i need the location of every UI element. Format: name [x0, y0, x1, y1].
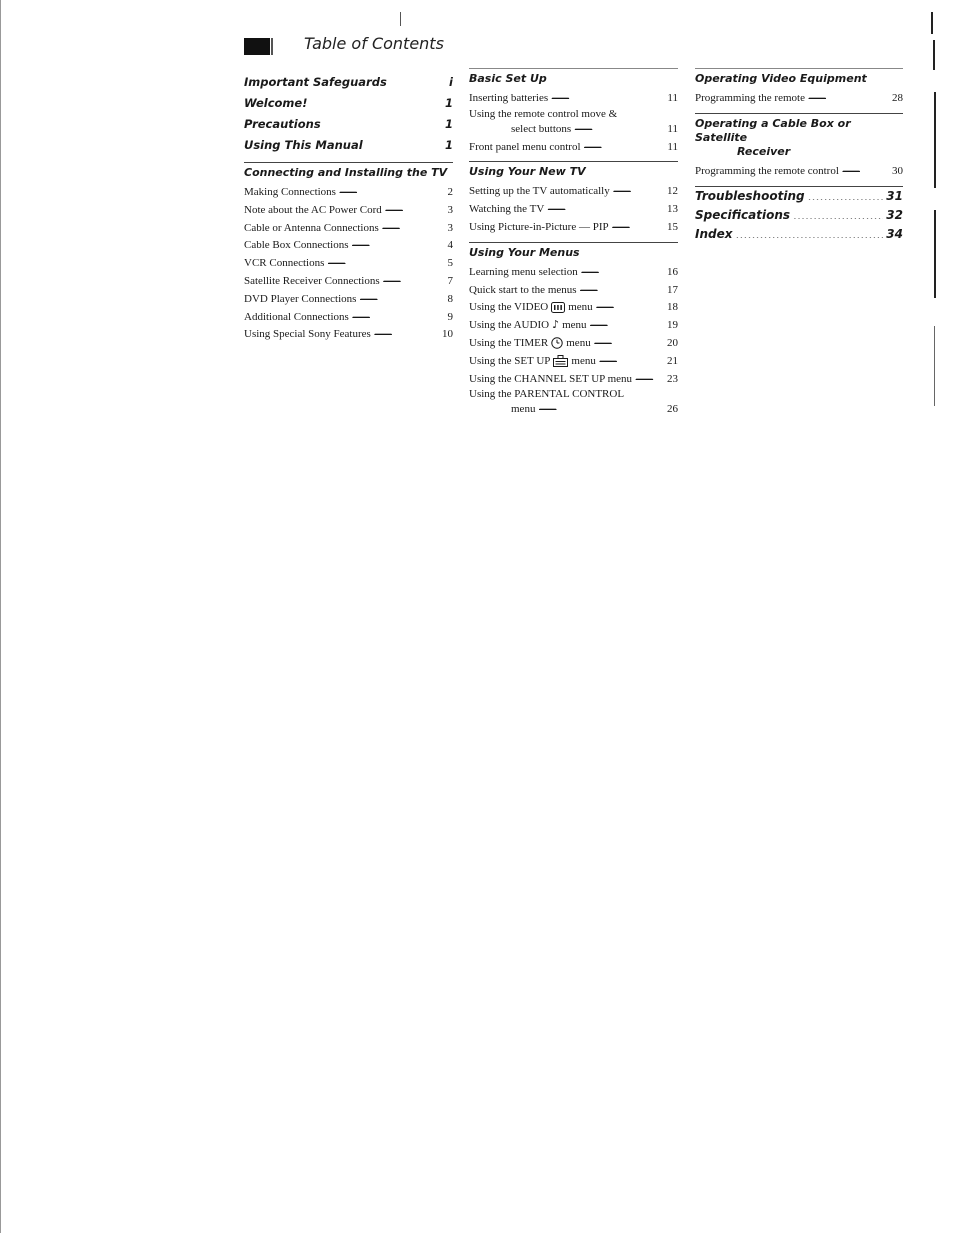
entry-page: 34 [886, 226, 903, 241]
toc-column-1 [244, 72, 453, 343]
entry-line-1 [469, 387, 678, 400]
dot-leader [808, 188, 884, 200]
entry-label: DVD Player Connections [244, 292, 357, 305]
entry-page: 1 [444, 138, 453, 152]
scan-tick-mark [400, 12, 401, 26]
dot-leader [842, 162, 889, 174]
entry-label: Programming the remote control [695, 164, 839, 177]
scan-edge-mark [934, 92, 936, 188]
dot-leader [390, 74, 446, 86]
section-heading-cable-box [695, 117, 903, 159]
entry-page: 19 [667, 319, 678, 332]
section-heading-using-new-tv: Using Your New TV [469, 165, 586, 179]
toc-entry[interactable] [244, 201, 453, 219]
dot-leader [538, 400, 664, 412]
entry-page: 30 [892, 164, 903, 177]
dot-leader [352, 308, 445, 320]
entry-label: Using the VIDEO [469, 301, 549, 314]
dot-leader [580, 281, 664, 293]
entry-label-continued: select buttons [511, 122, 572, 135]
entry-suffix: menu [562, 319, 587, 332]
dot-leader [590, 316, 664, 328]
section-divider [244, 162, 453, 163]
entry-label: Programming the remote [695, 92, 805, 104]
entry-label: Welcome! [244, 96, 308, 110]
entry-page: 13 [667, 203, 678, 216]
toc-entry[interactable] [469, 182, 678, 200]
entry-label: Using Special Sony Features [244, 328, 371, 341]
toc-entry[interactable] [469, 138, 678, 156]
scan-edge-mark [934, 210, 936, 298]
marker-tick-icon [271, 38, 273, 55]
dot-leader [594, 334, 664, 346]
section-heading-video-equipment: Operating Video Equipment [695, 72, 867, 85]
entry-page: 5 [447, 257, 453, 270]
dot-leader [596, 298, 664, 310]
entry-label: Using the remote control move & [469, 107, 618, 120]
entry-page: 16 [667, 265, 678, 278]
toc-entry-important-safeguards[interactable] [244, 72, 453, 93]
entry-label: Using This Manual [244, 138, 363, 152]
scan-edge-mark [0, 0, 1, 1233]
toc-entry-two-line[interactable] [469, 387, 678, 418]
entry-page: 26 [667, 403, 678, 416]
entry-label: Using the PARENTAL CONTROL [469, 388, 625, 401]
dot-leader [324, 116, 442, 128]
toc-entry[interactable] [244, 290, 453, 308]
dot-leader [581, 263, 664, 275]
section-divider [469, 161, 678, 162]
dot-leader [547, 200, 664, 212]
entry-page: 9 [447, 310, 453, 323]
entry-label: Specifications [695, 207, 791, 222]
toc-entry[interactable] [244, 325, 453, 343]
video-menu-icon [551, 302, 565, 313]
toc-entry-setup-menu[interactable] [469, 352, 678, 370]
entry-label: Watching the TV [469, 203, 545, 216]
dot-leader [366, 137, 442, 149]
toc-column-3 [695, 68, 903, 244]
toc-entry[interactable] [469, 200, 678, 218]
entry-page: 2 [447, 186, 453, 198]
dot-leader [808, 89, 889, 101]
entry-label: Inserting batteries [469, 92, 549, 104]
entry-page: 20 [667, 336, 678, 349]
entry-label: Using Picture-in-Picture — PIP [469, 220, 609, 233]
dot-leader [551, 89, 664, 101]
section-divider [695, 113, 903, 114]
entry-page: 15 [667, 220, 678, 233]
entry-page: 4 [447, 239, 453, 252]
entry-label-continued: menu [511, 403, 536, 416]
toc-column-2 [469, 68, 678, 418]
section-divider [469, 68, 678, 69]
toc-entry[interactable] [469, 263, 678, 281]
dot-leader [359, 290, 444, 302]
toc-entry[interactable] [244, 236, 453, 254]
entry-label: Using the AUDIO [469, 319, 550, 332]
toc-entry-index[interactable] [695, 225, 903, 244]
timer-clock-icon [551, 337, 563, 349]
section-divider [469, 242, 678, 243]
heading-line-1: Operating a Cable Box or Satellite [695, 116, 851, 144]
toc-entry-two-line[interactable] [469, 107, 678, 138]
toc-entry[interactable] [244, 308, 453, 326]
entry-label: Note about the AC Power Cord [244, 203, 382, 216]
entry-page: 32 [886, 207, 903, 222]
entry-label: Index [695, 226, 733, 241]
toc-entry-troubleshooting[interactable] [695, 187, 903, 206]
entry-page: 23 [667, 372, 678, 385]
entry-label: Quick start to the menus [469, 283, 577, 296]
entry-label: Using the CHANNEL SET UP menu [469, 372, 633, 385]
dot-leader [793, 207, 883, 219]
toc-entry-welcome[interactable] [244, 93, 453, 114]
entry-page: 1 [444, 96, 453, 110]
toc-entry[interactable] [244, 183, 453, 201]
scan-edge-mark [931, 12, 933, 34]
setup-menu-icon [553, 355, 568, 367]
entry-label: Making Connections [244, 186, 336, 198]
page-title: Table of Contents [304, 34, 444, 53]
entry-label: Cable Box Connections [244, 239, 349, 252]
scan-edge-mark [933, 40, 935, 70]
entry-page: 3 [447, 203, 453, 216]
toc-entry[interactable] [695, 89, 903, 107]
heading-line-2: Receiver [737, 144, 791, 158]
dot-leader [310, 95, 442, 107]
entry-suffix: menu [568, 301, 593, 314]
entry-page: 1 [444, 117, 453, 131]
dot-leader [584, 138, 665, 150]
toc-entry[interactable] [695, 162, 903, 180]
entry-page: 8 [447, 292, 453, 305]
entry-label: Setting up the TV automatically [469, 185, 610, 198]
toc-entry[interactable] [469, 89, 678, 107]
entry-page: i [449, 75, 453, 89]
entry-page: 18 [667, 301, 678, 314]
entry-page: 10 [442, 328, 453, 341]
entry-label: Satellite Receiver Connections [244, 274, 380, 287]
entry-page: 11 [667, 92, 678, 104]
dot-leader [339, 183, 445, 195]
entry-label: VCR Connections [244, 257, 325, 270]
entry-page: 17 [667, 283, 678, 296]
toc-entry[interactable] [244, 272, 453, 290]
entry-label: Precautions [244, 117, 321, 131]
dot-leader [574, 120, 664, 132]
entry-label: Additional Connections [244, 310, 349, 323]
entry-label: Cable or Antenna Connections [244, 221, 379, 234]
toc-entry[interactable] [469, 370, 678, 388]
dot-leader [612, 218, 664, 230]
entry-page: 7 [447, 274, 453, 287]
entry-line-1 [469, 107, 678, 120]
entry-label: Using the SET UP [469, 354, 551, 367]
toc-entry-precautions[interactable] [244, 114, 453, 135]
dot-leader [383, 272, 445, 284]
dot-leader [613, 182, 664, 194]
audio-note-icon: ♪ [552, 318, 560, 332]
section-divider [695, 68, 903, 69]
entry-page: 11 [667, 122, 678, 135]
entry-suffix: menu [571, 354, 596, 367]
entry-label: Important Safeguards [244, 75, 387, 89]
dot-leader [382, 219, 445, 231]
toc-entry-using-this-manual[interactable] [244, 135, 453, 156]
dot-leader [374, 325, 439, 337]
section-heading-connecting: Connecting and Installing the TV [244, 166, 448, 179]
toc-entry[interactable] [469, 218, 678, 236]
entry-label: Front panel menu control [469, 140, 581, 153]
scan-edge-mark [934, 326, 935, 406]
dot-leader [735, 226, 883, 238]
entry-page: 12 [667, 185, 678, 198]
dot-leader [327, 254, 444, 266]
dot-leader [385, 201, 445, 213]
entry-label: Learning menu selection [469, 265, 578, 278]
dot-leader [599, 352, 664, 364]
entry-page: 3 [447, 221, 453, 234]
toc-entry-video-menu[interactable] [469, 298, 678, 316]
section-heading-using-menus: Using Your Menus [469, 245, 580, 259]
entry-label: Using the TIMER [469, 336, 549, 349]
toc-entry[interactable] [244, 254, 453, 272]
toc-entry-audio-menu[interactable] [469, 316, 678, 334]
dot-leader [352, 236, 445, 248]
toc-entry[interactable] [469, 281, 678, 299]
entry-label: Troubleshooting [695, 188, 805, 203]
entry-page: 21 [667, 354, 678, 367]
entry-suffix: menu [566, 336, 591, 349]
section-heading-basic-setup: Basic Set Up [469, 72, 547, 85]
entry-page: 31 [886, 188, 903, 203]
dot-leader [635, 370, 664, 382]
black-square-marker-icon [244, 38, 270, 55]
toc-entry[interactable] [244, 219, 453, 237]
entry-page: 11 [667, 140, 678, 153]
entry-page: 28 [892, 92, 903, 104]
toc-entry-timer-menu[interactable] [469, 334, 678, 352]
toc-entry-specifications[interactable] [695, 206, 903, 225]
